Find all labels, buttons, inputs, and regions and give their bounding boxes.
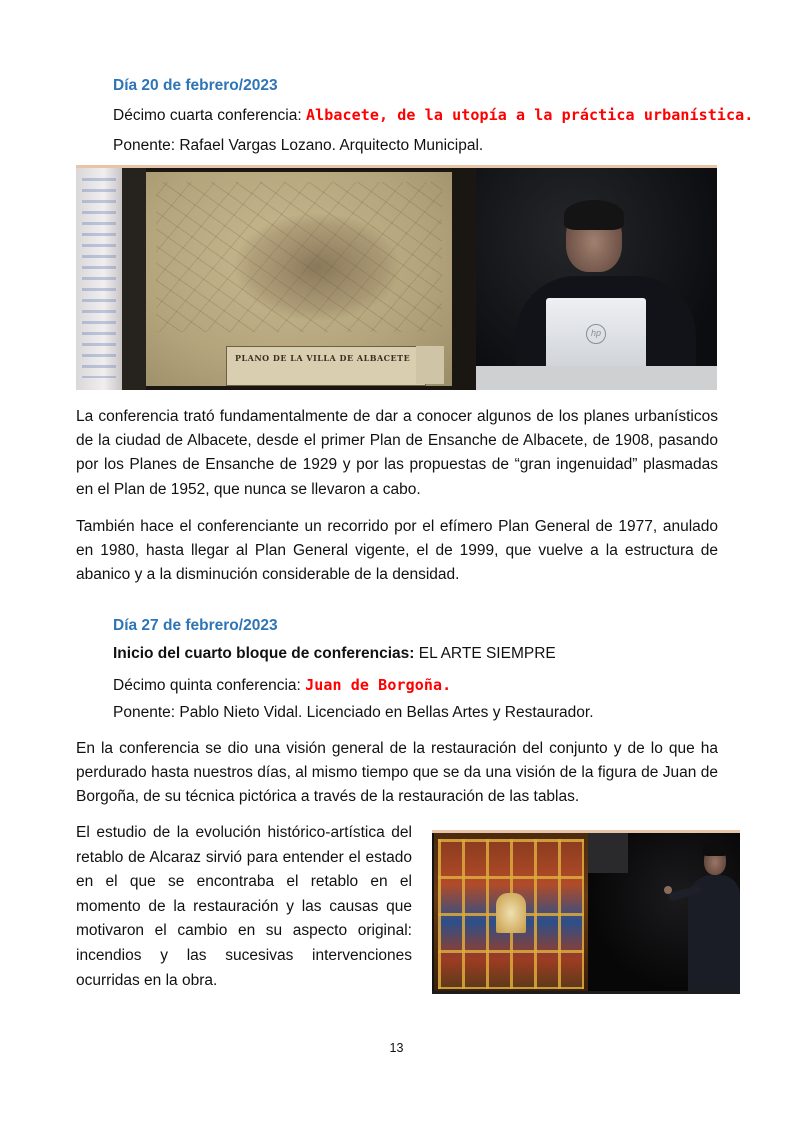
section2-conference-suffix: . [442,676,452,694]
page-number: 13 [389,1041,404,1055]
conference-photo-retablo [432,830,740,994]
section2-block-line [113,645,556,663]
speaker-photo [476,168,717,390]
laptop [546,298,646,370]
map-title-box [226,346,426,386]
section2-conference-line [113,676,451,695]
retablo-image [434,833,588,991]
section1-conference-suffix: . [744,106,754,124]
section1-conference-line [113,106,753,125]
map-title: PLANO DE LA VILLA DE ALBACETE [235,353,411,363]
section2-conference-title: Juan de Borgoña [305,676,443,694]
section1-conference-title: Albacete, de la utopía a la práctica urbanística [305,106,745,124]
section2-conference-prefix: Décimo quinta conferencia: [113,677,306,694]
section1-date: Día 20 de febrero/2023 [113,77,278,94]
section1-paragraph2: También hace el conferenciante un recorrido por el efímero Plan General de 1977, anulado en 1980, hasta llegar al Plan General vigente, el de 1999, que vuelve a la estructura de abanico y a la disminución considerable de la densidad. [76,518,718,584]
section2-paragraph2: El estudio de la evolución histórico-artística del retablo de Alcaraz sirvió para entender el estado en el que se encontraba el retablo en el momento de la restauración y las causas que motivaron el cambio en su aspecto original: incendios y las sucesivas intervenciones ocurridas en la obra. [76,824,412,989]
section2-speaker: Ponente: Pablo Nieto Vidal. Licenciado en Bellas Artes y Restaurador. [113,704,594,721]
section1-paragraph1: La conferencia trató fundamentalmente de dar a conocer algunos de los planes urbanísticos de la ciudad de Albacete, desde el primer Plan de Ensanche de Albacete, de 1908, pasando por los Planes de Ensanche de 1929 y por las propuestas de “gran ingenuidad” plasmadas en el Plan de 1952, que nunca se llevaron a cabo. [76,408,718,498]
photo-left-panel [76,168,122,390]
section1-speaker: Ponente: Rafael Vargas Lozano. Arquitecto Municipal. [113,137,484,154]
section2-paragraph1: En la conferencia se dio una visión general de la restauración del conjunto y de lo que ha perdurado hasta nuestros días, al mismo tiempo que se da una visión de la figura de Juan de Borgoña, de su técnica pictórica a través de la restauración de las tablas. [76,740,718,806]
crest-icon [416,346,444,384]
conference-photo-albacete [76,165,717,390]
laptop-logo: hp [586,324,606,344]
speaker-photo-2 [588,833,740,991]
section2-date: Día 27 de febrero/2023 [113,617,278,634]
section1-conference-prefix: Décimo cuarta conferencia: [113,107,306,124]
section2-block-title: EL ARTE SIEMPRE [414,645,556,662]
section2-block-label: Inicio del cuarto bloque de conferencias: [113,645,415,662]
